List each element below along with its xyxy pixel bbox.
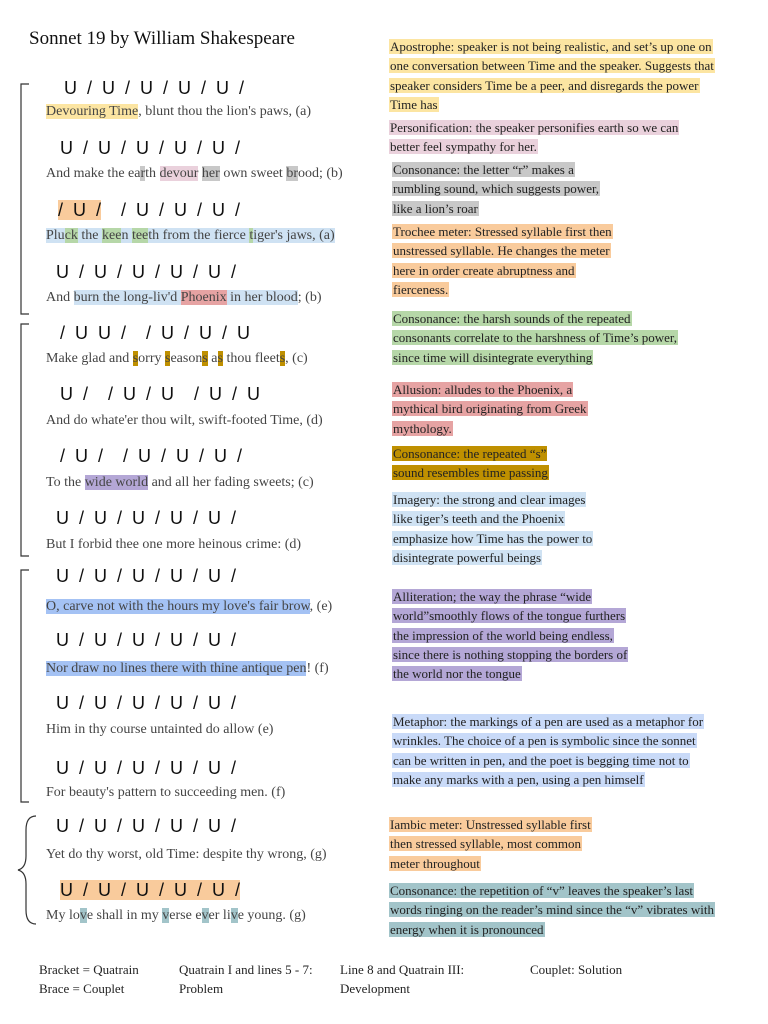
- meter-line-4: U / U / U / U / U /: [56, 262, 237, 282]
- legend-solution: Couplet: Solution: [530, 962, 623, 977]
- sonnet-line-13: Yet do thy worst, old Time: despite thy wrong, (g): [46, 847, 327, 862]
- note-allusion: Allusion: alludes to the Phoenix, a mythical bird originating from Greek mythology.: [393, 382, 587, 436]
- sonnet-line-7: To the wide world and all her fading sweets; (c): [46, 475, 314, 490]
- legend-problem: Quatrain I and lines 5 - 7: Problem: [179, 962, 313, 996]
- note-consonance-r: Consonance: the letter “r” makes a rumbling sound, which suggests power, like a lion’s roar: [393, 162, 600, 216]
- sonnet-line-2: And make the earth devour her own sweet brood; (b): [46, 166, 343, 181]
- meter-line-9: U / U / U / U / U /: [56, 566, 237, 586]
- sonnet-line-1: Devouring Time, blunt thou the lion's paws, (a): [46, 104, 312, 119]
- sonnet-line-3: Pluck the keen teeth from the fierce tiger's jaws, (a): [46, 228, 335, 243]
- meter-line-6: U / / U / U / U / U: [60, 384, 261, 404]
- meter-line-11: U / U / U / U / U /: [56, 693, 237, 713]
- meter-line-1: U / U / U / U / U /: [64, 78, 245, 98]
- meter-line-2: U / U / U / U / U /: [60, 138, 241, 158]
- note-consonance-s: Consonance: the repeated “s” sound resembles time passing: [393, 446, 548, 481]
- sonnet-line-14: My love shall in my verse ever live young. (g): [46, 908, 306, 923]
- sonnet-line-6: And do whate'er thou wilt, swift-footed Time, (d): [46, 413, 323, 428]
- meter-line-14: [60, 879, 240, 901]
- sonnet-line-9: O, carve not with the hours my love's fair brow, (e): [46, 599, 333, 614]
- legend-brackets: Bracket = Quatrain Brace = Couplet: [39, 962, 139, 996]
- note-imagery: Imagery: the strong and clear images like tiger’s teeth and the Phoenix emphasize how Time has the power to disintegrate powerful beings: [393, 492, 593, 565]
- note-alliteration: Alliteration; the way the phrase “wide world”smoothly flows of the tongue furthers the impression of the world being endless, since there is nothing stopping the borders of the world nor the tongue: [393, 589, 628, 682]
- bracket-quatrain-1: [21, 84, 29, 314]
- meter-line-5: / U U / / U / U / U: [60, 323, 251, 343]
- brace-couplet: [18, 816, 36, 924]
- sonnet-line-11: Him in thy course untainted do allow (e): [46, 722, 274, 737]
- note-metaphor: Metaphor: the markings of a pen are used as a metaphor for wrinkles. The choice of a pen is symbolic since the sonnet can be written in pen, and the poet is begging time not to make any marks with a pen, using a pen himself: [393, 714, 704, 787]
- note-consonance-v: Consonance: the repetition of “v” leaves the speaker’s last words ringing on the reader’s mind since the “v” vibrates with energy when it is pronounced: [390, 883, 714, 937]
- meter-line-7: / U / / U / U / U /: [60, 446, 243, 466]
- note-personification: Personification: the speaker personifies earth so we can better feel sympathy for her.: [390, 120, 679, 155]
- sonnet-line-12: For beauty's pattern to succeeding men. (f): [46, 785, 286, 800]
- meter-line-10: U / U / U / U / U /: [56, 630, 237, 650]
- sonnet-line-5: Make glad and sorry seasons as thou fleets, (c): [46, 351, 308, 366]
- note-consonance-harsh: Consonance: the harsh sounds of the repeated consonants correlate to the harshness of Time’s power, since time will disintegrate everything: [393, 311, 677, 365]
- note-apostrophe: Apostrophe: speaker is not being realistic, and set’s up one on one conversation between Time and the speaker. Suggests that speaker considers Time be a peer, and disregards the power Time has: [390, 39, 714, 112]
- legend-development: Line 8 and Quatrain III: Development: [340, 962, 465, 996]
- meter-line-12: U / U / U / U / U /: [56, 758, 237, 778]
- sonnet-line-8: But I forbid thee one more heinous crime: (d): [46, 537, 302, 552]
- note-trochee-meter: Trochee meter: Stressed syllable first then unstressed syllable. He changes the meter here in order create abruptness and fierceness.: [393, 224, 612, 297]
- bracket-quatrain-2: [21, 324, 29, 556]
- trochee-meter-highlight: / U /: [58, 200, 102, 220]
- sonnet-line-10: Nor draw no lines there with thine antique pen! (f): [46, 661, 329, 676]
- meter-line-8: U / U / U / U / U /: [56, 508, 237, 528]
- page-title: Sonnet 19 by William Shakespeare: [29, 28, 295, 49]
- iambic-meter-highlight: U / U / U / U / U /: [60, 880, 241, 900]
- meter-line-13: U / U / U / U / U /: [56, 816, 237, 836]
- meter-line-3: / U / / U / U / U /: [58, 200, 241, 220]
- bracket-quatrain-3: [21, 570, 29, 802]
- sonnet-line-4: And burn the long-liv'd Phoenix in her blood; (b): [46, 290, 322, 305]
- note-iambic-meter: Iambic meter: Unstressed syllable first then stressed syllable, most common meter throughout: [390, 817, 591, 871]
